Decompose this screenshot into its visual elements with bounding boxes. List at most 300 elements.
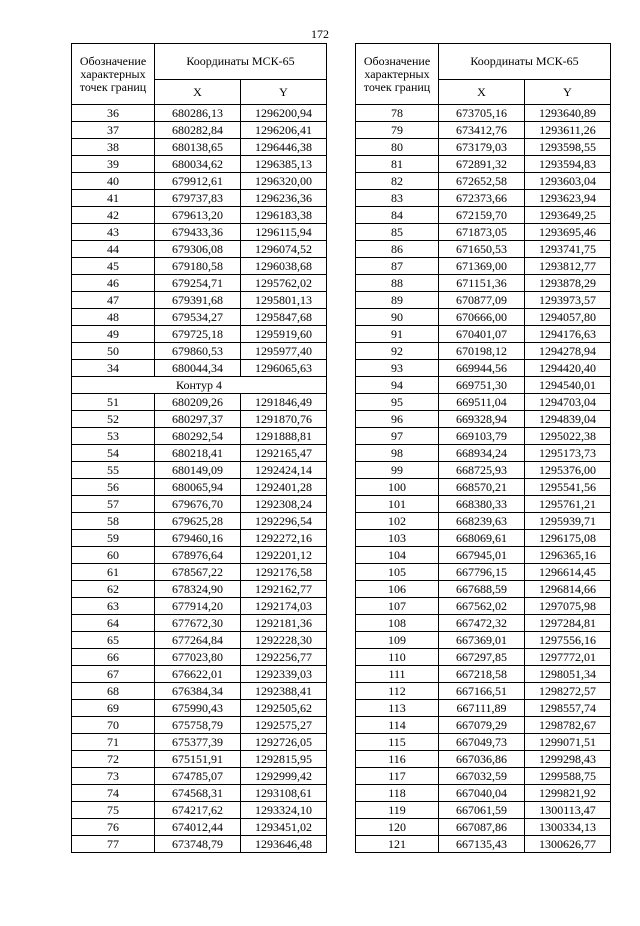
table-row: [72, 105, 327, 122]
point-number-cell: 73: [72, 768, 155, 785]
table-row: [72, 309, 327, 326]
point-number-cell: 57: [72, 496, 155, 513]
table-row: [356, 768, 611, 785]
table-row: [356, 445, 611, 462]
y-coordinate-cell: 1293640,89: [525, 105, 611, 122]
table-row: [72, 122, 327, 139]
point-number-cell: 53: [72, 428, 155, 445]
x-coordinate-cell: 680065,94: [155, 479, 241, 496]
table-row: [72, 819, 327, 836]
point-number-cell: 42: [72, 207, 155, 224]
x-coordinate-cell: 678567,22: [155, 564, 241, 581]
y-coordinate-cell: 1300334,13: [525, 819, 611, 836]
point-number-cell: 107: [356, 598, 439, 615]
y-coordinate-cell: 1299821,92: [525, 785, 611, 802]
x-coordinate-cell: 679676,70: [155, 496, 241, 513]
point-number-cell: 65: [72, 632, 155, 649]
table-row: [72, 139, 327, 156]
y-coordinate-cell: 1292165,47: [241, 445, 327, 462]
y-coordinate-cell: 1293646,48: [241, 836, 327, 853]
y-coordinate-cell: 1293878,29: [525, 275, 611, 292]
table-row: [356, 275, 611, 292]
y-coordinate-cell: 1300113,47: [525, 802, 611, 819]
point-number-cell: 121: [356, 836, 439, 853]
point-number-cell: 78: [356, 105, 439, 122]
point-number-cell: 83: [356, 190, 439, 207]
point-number-cell: 109: [356, 632, 439, 649]
table-row: [72, 802, 327, 819]
x-coordinate-cell: 676622,01: [155, 666, 241, 683]
point-number-cell: 44: [72, 241, 155, 258]
table-row: [356, 530, 611, 547]
x-coordinate-cell: 667688,59: [439, 581, 525, 598]
table-row: [356, 836, 611, 853]
x-coordinate-cell: 680138,65: [155, 139, 241, 156]
table-row: [72, 734, 327, 751]
table-row: [356, 105, 611, 122]
y-coordinate-cell: 1296065,63: [241, 360, 327, 377]
table-row: [356, 122, 611, 139]
table-row: [356, 326, 611, 343]
table-row: [72, 632, 327, 649]
header-coordinates: Координаты МСК-65: [155, 44, 327, 80]
table-row: [72, 598, 327, 615]
y-coordinate-cell: 1293973,57: [525, 292, 611, 309]
y-coordinate-cell: 1295939,71: [525, 513, 611, 530]
y-coordinate-cell: 1295761,21: [525, 496, 611, 513]
y-coordinate-cell: 1294703,04: [525, 394, 611, 411]
x-coordinate-cell: 668069,61: [439, 530, 525, 547]
x-coordinate-cell: 674568,31: [155, 785, 241, 802]
point-number-cell: 71: [72, 734, 155, 751]
table-row: [72, 530, 327, 547]
table-row: [72, 241, 327, 258]
y-coordinate-cell: 1292575,27: [241, 717, 327, 734]
y-coordinate-cell: 1292296,54: [241, 513, 327, 530]
y-coordinate-cell: 1294420,40: [525, 360, 611, 377]
x-coordinate-cell: 679391,68: [155, 292, 241, 309]
header-y: Y: [241, 79, 327, 104]
coordinates-table-left: [71, 43, 327, 853]
table-row: [356, 173, 611, 190]
y-coordinate-cell: 1292201,12: [241, 547, 327, 564]
y-coordinate-cell: 1296365,16: [525, 547, 611, 564]
x-coordinate-cell: 669751,30: [439, 377, 525, 394]
table-row: [72, 292, 327, 309]
x-coordinate-cell: 679180,58: [155, 258, 241, 275]
x-coordinate-cell: 678324,90: [155, 581, 241, 598]
table-row: [72, 513, 327, 530]
y-coordinate-cell: 1292308,24: [241, 496, 327, 513]
y-coordinate-cell: 1291846,49: [241, 394, 327, 411]
x-coordinate-cell: 679725,18: [155, 326, 241, 343]
point-number-cell: 50: [72, 343, 155, 360]
y-coordinate-cell: 1292256,77: [241, 649, 327, 666]
y-coordinate-cell: 1293695,46: [525, 224, 611, 241]
x-coordinate-cell: 670401,07: [439, 326, 525, 343]
table-row: [356, 632, 611, 649]
table-row: [356, 734, 611, 751]
header-x: X: [155, 79, 241, 104]
x-coordinate-cell: 673705,16: [439, 105, 525, 122]
x-coordinate-cell: 667135,43: [439, 836, 525, 853]
x-coordinate-cell: 667040,04: [439, 785, 525, 802]
table-row: [356, 377, 611, 394]
point-number-cell: 89: [356, 292, 439, 309]
point-number-cell: 49: [72, 326, 155, 343]
point-number-cell: 52: [72, 411, 155, 428]
point-number-cell: 101: [356, 496, 439, 513]
x-coordinate-cell: 673748,79: [155, 836, 241, 853]
table-row: [356, 649, 611, 666]
y-coordinate-cell: 1296320,00: [241, 173, 327, 190]
table-row: [72, 785, 327, 802]
point-number-cell: 37: [72, 122, 155, 139]
table-row: [72, 683, 327, 700]
y-coordinate-cell: 1293603,04: [525, 173, 611, 190]
y-coordinate-cell: 1291888,81: [241, 428, 327, 445]
point-number-cell: 68: [72, 683, 155, 700]
y-coordinate-cell: 1296175,08: [525, 530, 611, 547]
y-coordinate-cell: 1296038,68: [241, 258, 327, 275]
point-number-cell: 46: [72, 275, 155, 292]
x-coordinate-cell: 680292,54: [155, 428, 241, 445]
y-coordinate-cell: 1295022,38: [525, 428, 611, 445]
x-coordinate-cell: 669103,79: [439, 428, 525, 445]
x-coordinate-cell: 669944,56: [439, 360, 525, 377]
x-coordinate-cell: 674785,07: [155, 768, 241, 785]
y-coordinate-cell: 1296200,94: [241, 105, 327, 122]
y-coordinate-cell: 1292815,95: [241, 751, 327, 768]
table-row: [72, 836, 327, 853]
table-row: [356, 224, 611, 241]
x-coordinate-cell: 680044,34: [155, 360, 241, 377]
x-coordinate-cell: 667049,73: [439, 734, 525, 751]
x-coordinate-cell: 675151,91: [155, 751, 241, 768]
point-number-cell: 77: [72, 836, 155, 853]
point-number-cell: 98: [356, 445, 439, 462]
table-row: [356, 581, 611, 598]
table-row: [72, 343, 327, 360]
point-number-cell: 95: [356, 394, 439, 411]
point-number-cell: 38: [72, 139, 155, 156]
x-coordinate-cell: 671151,36: [439, 275, 525, 292]
point-number-cell: 55: [72, 462, 155, 479]
x-coordinate-cell: 670877,09: [439, 292, 525, 309]
x-coordinate-cell: 671369,00: [439, 258, 525, 275]
point-number-cell: 39: [72, 156, 155, 173]
x-coordinate-cell: 675758,79: [155, 717, 241, 734]
x-coordinate-cell: 667472,32: [439, 615, 525, 632]
y-coordinate-cell: 1293324,10: [241, 802, 327, 819]
x-coordinate-cell: 667945,01: [439, 547, 525, 564]
table-row: [356, 394, 611, 411]
y-coordinate-cell: 1296206,41: [241, 122, 327, 139]
table-row: [72, 207, 327, 224]
point-number-cell: 93: [356, 360, 439, 377]
table-row: [72, 445, 327, 462]
x-coordinate-cell: 680034,62: [155, 156, 241, 173]
x-coordinate-cell: 679460,16: [155, 530, 241, 547]
y-coordinate-cell: 1296385,13: [241, 156, 327, 173]
table-row: [356, 139, 611, 156]
point-number-cell: 34: [72, 360, 155, 377]
y-coordinate-cell: 1292162,77: [241, 581, 327, 598]
y-coordinate-cell: 1293611,26: [525, 122, 611, 139]
contour-label: Контур 4: [72, 377, 327, 394]
point-number-cell: 54: [72, 445, 155, 462]
y-coordinate-cell: 1292176,58: [241, 564, 327, 581]
y-coordinate-cell: 1292174,03: [241, 598, 327, 615]
point-number-cell: 82: [356, 173, 439, 190]
point-number-cell: 104: [356, 547, 439, 564]
y-coordinate-cell: 1296236,36: [241, 190, 327, 207]
y-coordinate-cell: 1298051,34: [525, 666, 611, 683]
table-row: [356, 717, 611, 734]
point-number-cell: 69: [72, 700, 155, 717]
point-number-cell: 76: [72, 819, 155, 836]
y-coordinate-cell: 1292505,62: [241, 700, 327, 717]
x-coordinate-cell: 680297,37: [155, 411, 241, 428]
x-coordinate-cell: 672373,66: [439, 190, 525, 207]
x-coordinate-cell: 675990,43: [155, 700, 241, 717]
x-coordinate-cell: 669511,04: [439, 394, 525, 411]
y-coordinate-cell: 1291870,76: [241, 411, 327, 428]
point-number-cell: 112: [356, 683, 439, 700]
point-number-cell: 40: [72, 173, 155, 190]
x-coordinate-cell: 677023,80: [155, 649, 241, 666]
y-coordinate-cell: 1296115,94: [241, 224, 327, 241]
x-coordinate-cell: 667297,85: [439, 649, 525, 666]
y-coordinate-cell: 1296614,45: [525, 564, 611, 581]
y-coordinate-cell: 1295376,00: [525, 462, 611, 479]
point-number-cell: 108: [356, 615, 439, 632]
y-coordinate-cell: 1297075,98: [525, 598, 611, 615]
point-number-cell: 92: [356, 343, 439, 360]
point-number-cell: 100: [356, 479, 439, 496]
x-coordinate-cell: 677914,20: [155, 598, 241, 615]
y-coordinate-cell: 1297284,81: [525, 615, 611, 632]
y-coordinate-cell: 1294176,63: [525, 326, 611, 343]
header-designation: Обозначение характерных точек границ: [72, 44, 155, 105]
table-row: [72, 666, 327, 683]
table-row: [72, 275, 327, 292]
table-row: [72, 717, 327, 734]
point-number-cell: 36: [72, 105, 155, 122]
point-number-cell: 47: [72, 292, 155, 309]
point-number-cell: 119: [356, 802, 439, 819]
table-row: [72, 751, 327, 768]
y-coordinate-cell: 1292339,03: [241, 666, 327, 683]
point-number-cell: 59: [72, 530, 155, 547]
point-number-cell: 61: [72, 564, 155, 581]
table-row: [356, 462, 611, 479]
y-coordinate-cell: 1299588,75: [525, 768, 611, 785]
x-coordinate-cell: 671873,05: [439, 224, 525, 241]
table-row: [72, 462, 327, 479]
table-row: [356, 292, 611, 309]
x-coordinate-cell: 679625,28: [155, 513, 241, 530]
table-row: [356, 496, 611, 513]
point-number-cell: 97: [356, 428, 439, 445]
table-row: [356, 751, 611, 768]
point-number-cell: 79: [356, 122, 439, 139]
point-number-cell: 117: [356, 768, 439, 785]
table-row: [72, 768, 327, 785]
table-row: [72, 581, 327, 598]
y-coordinate-cell: 1296446,38: [241, 139, 327, 156]
x-coordinate-cell: 679912,61: [155, 173, 241, 190]
point-number-cell: 115: [356, 734, 439, 751]
point-number-cell: 66: [72, 649, 155, 666]
table-row: [356, 258, 611, 275]
x-coordinate-cell: 679433,36: [155, 224, 241, 241]
point-number-cell: 110: [356, 649, 439, 666]
header-coordinates: Координаты МСК-65: [439, 44, 611, 80]
point-number-cell: 94: [356, 377, 439, 394]
x-coordinate-cell: 667061,59: [439, 802, 525, 819]
x-coordinate-cell: 667796,15: [439, 564, 525, 581]
table-row: [72, 615, 327, 632]
point-number-cell: 111: [356, 666, 439, 683]
y-coordinate-cell: 1295919,60: [241, 326, 327, 343]
y-coordinate-cell: 1300626,77: [525, 836, 611, 853]
point-number-cell: 62: [72, 581, 155, 598]
point-number-cell: 84: [356, 207, 439, 224]
x-coordinate-cell: 679860,53: [155, 343, 241, 360]
x-coordinate-cell: 679613,20: [155, 207, 241, 224]
y-coordinate-cell: 1296074,52: [241, 241, 327, 258]
table-row: [356, 802, 611, 819]
x-coordinate-cell: 677264,84: [155, 632, 241, 649]
y-coordinate-cell: 1293741,75: [525, 241, 611, 258]
header-x: X: [439, 79, 525, 104]
x-coordinate-cell: 670198,12: [439, 343, 525, 360]
y-coordinate-cell: 1295847,68: [241, 309, 327, 326]
point-number-cell: 106: [356, 581, 439, 598]
point-number-cell: 88: [356, 275, 439, 292]
x-coordinate-cell: 671650,53: [439, 241, 525, 258]
point-number-cell: 86: [356, 241, 439, 258]
point-number-cell: 96: [356, 411, 439, 428]
y-coordinate-cell: 1295541,56: [525, 479, 611, 496]
y-coordinate-cell: 1292424,14: [241, 462, 327, 479]
table-row: [72, 547, 327, 564]
x-coordinate-cell: 672891,32: [439, 156, 525, 173]
point-number-cell: 48: [72, 309, 155, 326]
point-number-cell: 60: [72, 547, 155, 564]
y-coordinate-cell: 1294057,80: [525, 309, 611, 326]
table-row: [72, 190, 327, 207]
x-coordinate-cell: 668570,21: [439, 479, 525, 496]
point-number-cell: 75: [72, 802, 155, 819]
table-row: [72, 411, 327, 428]
x-coordinate-cell: 680218,41: [155, 445, 241, 462]
point-number-cell: 81: [356, 156, 439, 173]
point-number-cell: 74: [72, 785, 155, 802]
point-number-cell: 103: [356, 530, 439, 547]
x-coordinate-cell: 677672,30: [155, 615, 241, 632]
x-coordinate-cell: 679306,08: [155, 241, 241, 258]
x-coordinate-cell: 679254,71: [155, 275, 241, 292]
point-number-cell: 116: [356, 751, 439, 768]
coordinates-table-right: [355, 43, 611, 853]
table-row: [356, 666, 611, 683]
x-coordinate-cell: 680209,26: [155, 394, 241, 411]
point-number-cell: 114: [356, 717, 439, 734]
table-row: [72, 326, 327, 343]
y-coordinate-cell: 1296183,38: [241, 207, 327, 224]
y-coordinate-cell: 1292228,30: [241, 632, 327, 649]
y-coordinate-cell: 1293451,02: [241, 819, 327, 836]
point-number-cell: 72: [72, 751, 155, 768]
x-coordinate-cell: 667562,02: [439, 598, 525, 615]
y-coordinate-cell: 1292272,16: [241, 530, 327, 547]
y-coordinate-cell: 1296814,66: [525, 581, 611, 598]
table-row: [72, 156, 327, 173]
point-number-cell: 120: [356, 819, 439, 836]
y-coordinate-cell: 1295762,02: [241, 275, 327, 292]
x-coordinate-cell: 667036,86: [439, 751, 525, 768]
point-number-cell: 70: [72, 717, 155, 734]
y-coordinate-cell: 1294540,01: [525, 377, 611, 394]
table-row: [72, 394, 327, 411]
table-row: [72, 428, 327, 445]
table-row: [356, 411, 611, 428]
point-number-cell: 102: [356, 513, 439, 530]
table-row: [356, 360, 611, 377]
y-coordinate-cell: 1299298,43: [525, 751, 611, 768]
point-number-cell: 91: [356, 326, 439, 343]
y-coordinate-cell: 1298782,67: [525, 717, 611, 734]
table-row: [72, 258, 327, 275]
point-number-cell: 80: [356, 139, 439, 156]
x-coordinate-cell: 668239,63: [439, 513, 525, 530]
point-number-cell: 113: [356, 700, 439, 717]
x-coordinate-cell: 679534,27: [155, 309, 241, 326]
x-coordinate-cell: 668380,33: [439, 496, 525, 513]
x-coordinate-cell: 680149,09: [155, 462, 241, 479]
table-row: [72, 700, 327, 717]
y-coordinate-cell: 1292388,41: [241, 683, 327, 700]
x-coordinate-cell: 673179,03: [439, 139, 525, 156]
point-number-cell: 105: [356, 564, 439, 581]
page-number: 172: [311, 27, 329, 41]
x-coordinate-cell: 667218,58: [439, 666, 525, 683]
x-coordinate-cell: 667111,89: [439, 700, 525, 717]
table-row: [356, 156, 611, 173]
table-row: [356, 343, 611, 360]
x-coordinate-cell: 674217,62: [155, 802, 241, 819]
table-row: [356, 598, 611, 615]
y-coordinate-cell: 1292726,05: [241, 734, 327, 751]
y-coordinate-cell: 1293812,77: [525, 258, 611, 275]
table-row: [356, 428, 611, 445]
x-coordinate-cell: 678976,64: [155, 547, 241, 564]
x-coordinate-cell: 673412,76: [439, 122, 525, 139]
x-coordinate-cell: 667032,59: [439, 768, 525, 785]
table-row: [356, 564, 611, 581]
table-row: [356, 700, 611, 717]
header-designation: Обозначение характерных точек границ: [356, 44, 439, 105]
point-number-cell: 63: [72, 598, 155, 615]
y-coordinate-cell: 1299071,51: [525, 734, 611, 751]
y-coordinate-cell: 1294278,94: [525, 343, 611, 360]
table-row: [72, 360, 327, 377]
y-coordinate-cell: 1297556,16: [525, 632, 611, 649]
table-row: [356, 513, 611, 530]
point-number-cell: 99: [356, 462, 439, 479]
